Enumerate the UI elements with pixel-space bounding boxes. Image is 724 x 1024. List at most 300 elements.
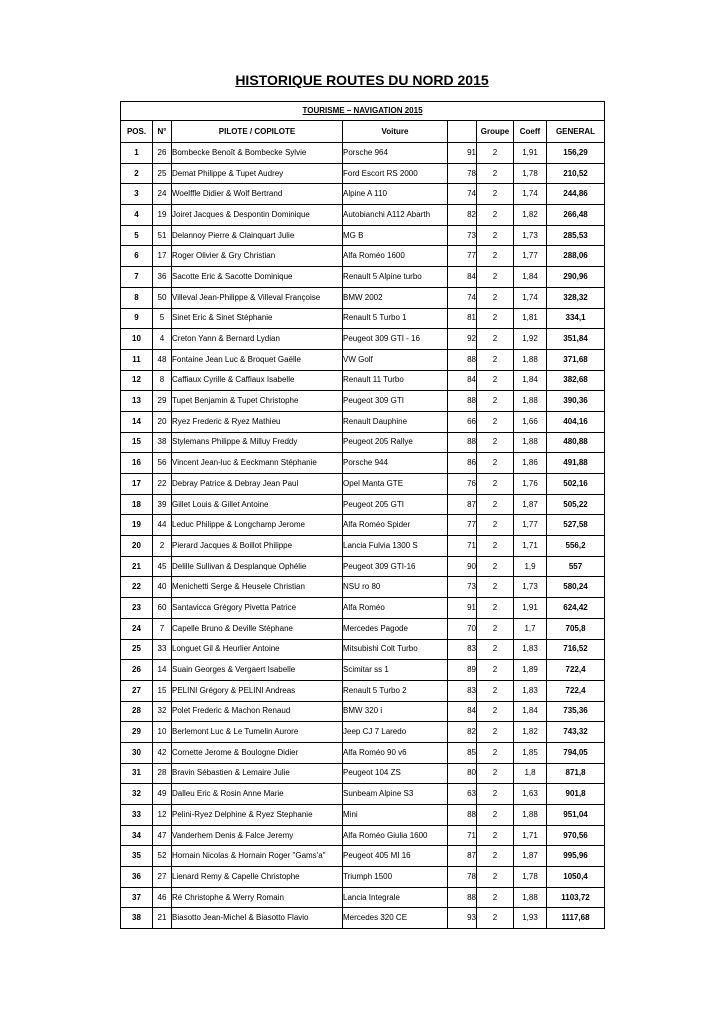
cell-hp: 83	[448, 639, 477, 660]
cell-pos: 26	[121, 660, 153, 681]
cell-pos: 13	[121, 391, 153, 412]
cell-group: 2	[477, 556, 514, 577]
cell-pilot: Tupet Benjamin & Tupet Christophe	[172, 391, 343, 412]
cell-group: 2	[477, 432, 514, 453]
cell-num: 48	[153, 349, 172, 370]
cell-general: 502,16	[547, 474, 605, 495]
cell-pos: 15	[121, 432, 153, 453]
cell-group: 2	[477, 825, 514, 846]
cell-hp: 93	[448, 908, 477, 929]
cell-coeff: 1,87	[514, 846, 547, 867]
cell-hp: 74	[448, 287, 477, 308]
cell-hp: 88	[448, 391, 477, 412]
cell-group: 2	[477, 370, 514, 391]
cell-pilot: Lienard Remy & Capelle Christophe	[172, 867, 343, 888]
cell-coeff: 1,78	[514, 163, 547, 184]
header-car: Voiture	[343, 121, 448, 143]
cell-pos: 25	[121, 639, 153, 660]
cell-num: 22	[153, 474, 172, 495]
cell-car: Renault Dauphine	[343, 411, 448, 432]
cell-car: VW Golf	[343, 349, 448, 370]
cell-hp: 81	[448, 308, 477, 329]
cell-hp: 70	[448, 618, 477, 639]
cell-pilot: Fontaine Jean Luc & Broquet Gaëlle	[172, 349, 343, 370]
cell-group: 2	[477, 184, 514, 205]
table-row	[121, 163, 605, 184]
cell-general: 480,88	[547, 432, 605, 453]
cell-coeff: 1,76	[514, 474, 547, 495]
cell-pilot: Ré Christophe & Werry Romain	[172, 887, 343, 908]
cell-group: 2	[477, 680, 514, 701]
cell-car: Ford Escort RS 2000	[343, 163, 448, 184]
table-row	[121, 556, 605, 577]
cell-pilot: Bravin Sébastien & Lemaire Julie	[172, 763, 343, 784]
cell-car: Lancia Integrale	[343, 887, 448, 908]
header-coeff: Coeff	[514, 121, 547, 143]
table-row	[121, 411, 605, 432]
cell-car: Alfa Roméo 1600	[343, 246, 448, 267]
cell-coeff: 1,73	[514, 225, 547, 246]
cell-hp: 66	[448, 411, 477, 432]
cell-group: 2	[477, 246, 514, 267]
cell-pos: 30	[121, 742, 153, 763]
cell-general: 557	[547, 556, 605, 577]
cell-num: 52	[153, 846, 172, 867]
cell-pilot: Gillet Louis & Gillet Antoine	[172, 494, 343, 515]
header-pilot: PILOTE / COPILOTE	[172, 121, 343, 143]
cell-car: Alfa Roméo 90 v6	[343, 742, 448, 763]
cell-hp: 91	[448, 598, 477, 619]
table-row	[121, 742, 605, 763]
header-general: GENERAL	[547, 121, 605, 143]
table-row	[121, 453, 605, 474]
cell-pilot: Santavicca Grégory Pivetta Patrice	[172, 598, 343, 619]
cell-general: 716,52	[547, 639, 605, 660]
cell-coeff: 1,88	[514, 887, 547, 908]
cell-car: Renault 5 Turbo 1	[343, 308, 448, 329]
cell-car: Porsche 964	[343, 143, 448, 164]
cell-pos: 8	[121, 287, 153, 308]
cell-hp: 88	[448, 432, 477, 453]
cell-num: 44	[153, 515, 172, 536]
cell-num: 47	[153, 825, 172, 846]
cell-num: 20	[153, 411, 172, 432]
cell-group: 2	[477, 411, 514, 432]
cell-car: Peugeot 309 GTI-16	[343, 556, 448, 577]
cell-hp: 74	[448, 184, 477, 205]
cell-coeff: 1,78	[514, 867, 547, 888]
cell-hp: 84	[448, 267, 477, 288]
cell-group: 2	[477, 618, 514, 639]
cell-coeff: 1,83	[514, 639, 547, 660]
cell-hp: 84	[448, 370, 477, 391]
table-row	[121, 722, 605, 743]
cell-pilot: Vanderhem Denis & Falce Jeremy	[172, 825, 343, 846]
cell-pilot: Suain Georges & Vergaert Isabelle	[172, 660, 343, 681]
cell-pilot: Dalleu Eric & Rosin Anne Marie	[172, 784, 343, 805]
cell-car: Mitsubishi Colt Turbo	[343, 639, 448, 660]
cell-general: 580,24	[547, 577, 605, 598]
cell-coeff: 1,86	[514, 453, 547, 474]
cell-coeff: 1,84	[514, 701, 547, 722]
cell-pilot: Caffiaux Cyrille & Caffiaux Isabelle	[172, 370, 343, 391]
table-row	[121, 474, 605, 495]
cell-group: 2	[477, 660, 514, 681]
cell-num: 60	[153, 598, 172, 619]
cell-hp: 71	[448, 825, 477, 846]
cell-pos: 33	[121, 805, 153, 826]
cell-pos: 34	[121, 825, 153, 846]
cell-general: 951,04	[547, 805, 605, 826]
cell-coeff: 1,9	[514, 556, 547, 577]
cell-car: BMW 2002	[343, 287, 448, 308]
cell-coeff: 1,88	[514, 349, 547, 370]
cell-hp: 92	[448, 329, 477, 350]
cell-coeff: 1,91	[514, 598, 547, 619]
cell-car: NSU ro 80	[343, 577, 448, 598]
cell-hp: 87	[448, 846, 477, 867]
table-row	[121, 577, 605, 598]
header-group: Groupe	[477, 121, 514, 143]
cell-coeff: 1,82	[514, 205, 547, 226]
cell-car: Jeep CJ 7 Laredo	[343, 722, 448, 743]
cell-pos: 7	[121, 267, 153, 288]
cell-general: 290,96	[547, 267, 605, 288]
cell-general: 871,8	[547, 763, 605, 784]
cell-group: 2	[477, 846, 514, 867]
table-row	[121, 308, 605, 329]
cell-general: 334,1	[547, 308, 605, 329]
cell-pos: 38	[121, 908, 153, 929]
cell-num: 12	[153, 805, 172, 826]
table-header-row	[121, 121, 605, 143]
cell-car: Lancia Fulvia 1300 S	[343, 536, 448, 557]
cell-num: 49	[153, 784, 172, 805]
cell-general: 722,4	[547, 660, 605, 681]
table-row	[121, 391, 605, 412]
cell-pilot: Capelle Bruno & Deville Stéphane	[172, 618, 343, 639]
cell-general: 210,52	[547, 163, 605, 184]
cell-general: 244,86	[547, 184, 605, 205]
cell-pilot: Vincent Jean-luc & Eeckmann Stéphanie	[172, 453, 343, 474]
cell-pos: 12	[121, 370, 153, 391]
cell-general: 743,32	[547, 722, 605, 743]
cell-hp: 73	[448, 225, 477, 246]
cell-pilot: Ryez Frederic & Ryez Mathieu	[172, 411, 343, 432]
cell-pos: 9	[121, 308, 153, 329]
cell-hp: 84	[448, 701, 477, 722]
table-row	[121, 701, 605, 722]
cell-coeff: 1,91	[514, 143, 547, 164]
cell-num: 38	[153, 432, 172, 453]
cell-coeff: 1,83	[514, 680, 547, 701]
cell-num: 5	[153, 308, 172, 329]
cell-coeff: 1,88	[514, 432, 547, 453]
cell-num: 17	[153, 246, 172, 267]
cell-num: 28	[153, 763, 172, 784]
cell-pos: 36	[121, 867, 153, 888]
cell-pos: 3	[121, 184, 153, 205]
cell-pilot: Debray Patrice & Debray Jean Paul	[172, 474, 343, 495]
cell-pilot: Bombecke Benoît & Bombecke Sylvie	[172, 143, 343, 164]
cell-pilot: Villeval Jean-Philippe & Villeval Françoise	[172, 287, 343, 308]
cell-pos: 21	[121, 556, 153, 577]
cell-general: 705,8	[547, 618, 605, 639]
table-row	[121, 515, 605, 536]
cell-pilot: Delille Sullivan & Desplanque Ophélie	[172, 556, 343, 577]
table-row	[121, 205, 605, 226]
cell-general: 995,96	[547, 846, 605, 867]
cell-general: 735,36	[547, 701, 605, 722]
cell-group: 2	[477, 391, 514, 412]
cell-group: 2	[477, 453, 514, 474]
cell-general: 266,48	[547, 205, 605, 226]
cell-general: 351,84	[547, 329, 605, 350]
cell-group: 2	[477, 887, 514, 908]
table-subtitle: TOURISME – NAVIGATION 2015	[121, 102, 605, 121]
cell-general: 901,8	[547, 784, 605, 805]
cell-coeff: 1,63	[514, 784, 547, 805]
cell-coeff: 1,85	[514, 742, 547, 763]
cell-num: 46	[153, 887, 172, 908]
table-subtitle-row	[121, 102, 605, 121]
cell-pos: 27	[121, 680, 153, 701]
cell-pos: 6	[121, 246, 153, 267]
cell-num: 29	[153, 391, 172, 412]
table-row	[121, 287, 605, 308]
cell-num: 50	[153, 287, 172, 308]
cell-car: Renault 5 Turbo 2	[343, 680, 448, 701]
cell-pilot: Roger Olivier & Gry Christian	[172, 246, 343, 267]
cell-hp: 82	[448, 205, 477, 226]
cell-pos: 32	[121, 784, 153, 805]
cell-group: 2	[477, 908, 514, 929]
cell-coeff: 1,74	[514, 184, 547, 205]
cell-hp: 77	[448, 515, 477, 536]
cell-num: 24	[153, 184, 172, 205]
cell-car: Autobianchi A112 Abarth	[343, 205, 448, 226]
cell-hp: 91	[448, 143, 477, 164]
cell-pos: 19	[121, 515, 153, 536]
table-row	[121, 639, 605, 660]
table-row	[121, 680, 605, 701]
cell-pos: 20	[121, 536, 153, 557]
table-row	[121, 867, 605, 888]
cell-hp: 83	[448, 680, 477, 701]
cell-group: 2	[477, 867, 514, 888]
cell-coeff: 1,84	[514, 267, 547, 288]
table-row	[121, 784, 605, 805]
cell-num: 4	[153, 329, 172, 350]
cell-coeff: 1,84	[514, 370, 547, 391]
cell-num: 14	[153, 660, 172, 681]
cell-coeff: 1,93	[514, 908, 547, 929]
cell-general: 970,56	[547, 825, 605, 846]
cell-coeff: 1,77	[514, 246, 547, 267]
cell-general: 288,06	[547, 246, 605, 267]
cell-group: 2	[477, 143, 514, 164]
cell-car: Alfa Roméo Spider	[343, 515, 448, 536]
table-row	[121, 825, 605, 846]
table-row	[121, 432, 605, 453]
cell-general: 556,2	[547, 536, 605, 557]
cell-car: MG B	[343, 225, 448, 246]
cell-car: Alpine A 110	[343, 184, 448, 205]
cell-group: 2	[477, 329, 514, 350]
table-row	[121, 846, 605, 867]
cell-general: 371,68	[547, 349, 605, 370]
cell-hp: 87	[448, 494, 477, 515]
cell-general: 527,58	[547, 515, 605, 536]
cell-pilot: Pelini-Ryez Delphine & Ryez Stephanie	[172, 805, 343, 826]
cell-num: 33	[153, 639, 172, 660]
table-row	[121, 618, 605, 639]
cell-car: Sunbeam Alpine S3	[343, 784, 448, 805]
cell-hp: 76	[448, 474, 477, 495]
cell-car: Peugeot 205 Rallye	[343, 432, 448, 453]
cell-num: 19	[153, 205, 172, 226]
cell-group: 2	[477, 805, 514, 826]
cell-car: Opel Manta GTE	[343, 474, 448, 495]
cell-pilot: Polet Frederic & Machon Renaud	[172, 701, 343, 722]
cell-hp: 77	[448, 246, 477, 267]
cell-num: 51	[153, 225, 172, 246]
header-num: N°	[153, 121, 172, 143]
cell-coeff: 1,71	[514, 536, 547, 557]
cell-pilot: Longuet Gil & Heurlier Antoine	[172, 639, 343, 660]
cell-pos: 5	[121, 225, 153, 246]
cell-group: 2	[477, 225, 514, 246]
cell-pos: 23	[121, 598, 153, 619]
cell-num: 25	[153, 163, 172, 184]
cell-hp: 88	[448, 349, 477, 370]
cell-group: 2	[477, 474, 514, 495]
cell-group: 2	[477, 763, 514, 784]
cell-num: 2	[153, 536, 172, 557]
cell-pilot: Pierard Jacques & Boillot Philippe	[172, 536, 343, 557]
cell-pilot: Woelffle Didier & Wolf Bertrand	[172, 184, 343, 205]
cell-num: 39	[153, 494, 172, 515]
cell-pos: 18	[121, 494, 153, 515]
cell-num: 26	[153, 143, 172, 164]
cell-general: 156,29	[547, 143, 605, 164]
cell-pos: 31	[121, 763, 153, 784]
cell-num: 7	[153, 618, 172, 639]
table-row	[121, 267, 605, 288]
cell-general: 390,36	[547, 391, 605, 412]
cell-pilot: Joiret Jacques & Despontin Dominique	[172, 205, 343, 226]
cell-car: Mercedes 320 CE	[343, 908, 448, 929]
table-row	[121, 536, 605, 557]
cell-pilot: Stylemans Philippe & Milluy Freddy	[172, 432, 343, 453]
cell-num: 56	[153, 453, 172, 474]
cell-pos: 1	[121, 143, 153, 164]
cell-num: 40	[153, 577, 172, 598]
cell-pilot: Demat Philippe & Tupet Audrey	[172, 163, 343, 184]
cell-coeff: 1,92	[514, 329, 547, 350]
cell-coeff: 1,74	[514, 287, 547, 308]
cell-num: 8	[153, 370, 172, 391]
cell-group: 2	[477, 784, 514, 805]
cell-pilot: Menichetti Serge & Heusele Christian	[172, 577, 343, 598]
cell-car: Mercedes Pagode	[343, 618, 448, 639]
results-table	[120, 101, 605, 929]
cell-hp: 63	[448, 784, 477, 805]
table-row	[121, 494, 605, 515]
cell-car: Alfa Roméo	[343, 598, 448, 619]
cell-coeff: 1,88	[514, 805, 547, 826]
cell-pos: 35	[121, 846, 153, 867]
cell-coeff: 1,89	[514, 660, 547, 681]
cell-car: Peugeot 309 GTI - 16	[343, 329, 448, 350]
header-blank	[448, 121, 477, 143]
cell-pilot: Delannoy Pierre & Clainquart Julie	[172, 225, 343, 246]
cell-pilot: Creton Yann & Bernard Lydian	[172, 329, 343, 350]
cell-group: 2	[477, 639, 514, 660]
cell-car: Renault 11 Turbo	[343, 370, 448, 391]
cell-general: 1103,72	[547, 887, 605, 908]
cell-general: 1050,4	[547, 867, 605, 888]
cell-car: Peugeot 309 GTI	[343, 391, 448, 412]
cell-pilot: Biasotto Jean-Michel & Biasotto Flavio	[172, 908, 343, 929]
table-row	[121, 225, 605, 246]
cell-group: 2	[477, 722, 514, 743]
cell-coeff: 1,73	[514, 577, 547, 598]
cell-group: 2	[477, 515, 514, 536]
cell-hp: 82	[448, 722, 477, 743]
cell-hp: 88	[448, 887, 477, 908]
cell-hp: 78	[448, 163, 477, 184]
cell-num: 15	[153, 680, 172, 701]
cell-general: 382,68	[547, 370, 605, 391]
cell-group: 2	[477, 598, 514, 619]
cell-group: 2	[477, 308, 514, 329]
cell-general: 328,32	[547, 287, 605, 308]
cell-car: BMW 320 i	[343, 701, 448, 722]
cell-hp: 71	[448, 536, 477, 557]
cell-num: 32	[153, 701, 172, 722]
cell-pos: 17	[121, 474, 153, 495]
cell-general: 624,42	[547, 598, 605, 619]
cell-car: Triumph 1500	[343, 867, 448, 888]
cell-general: 505,22	[547, 494, 605, 515]
table-row	[121, 887, 605, 908]
cell-pos: 4	[121, 205, 153, 226]
cell-group: 2	[477, 267, 514, 288]
cell-num: 21	[153, 908, 172, 929]
cell-group: 2	[477, 494, 514, 515]
cell-coeff: 1,77	[514, 515, 547, 536]
cell-car: Alfa Roméo Giulia 1600	[343, 825, 448, 846]
cell-pos: 22	[121, 577, 153, 598]
cell-general: 1117,68	[547, 908, 605, 929]
results-table-body	[121, 102, 605, 929]
cell-pilot: Sacotte Eric & Sacotte Dominique	[172, 267, 343, 288]
cell-group: 2	[477, 287, 514, 308]
cell-coeff: 1,8	[514, 763, 547, 784]
cell-group: 2	[477, 163, 514, 184]
cell-car: Porsche 944	[343, 453, 448, 474]
cell-pos: 10	[121, 329, 153, 350]
cell-group: 2	[477, 205, 514, 226]
cell-general: 794,05	[547, 742, 605, 763]
cell-hp: 80	[448, 763, 477, 784]
cell-hp: 85	[448, 742, 477, 763]
cell-hp: 90	[448, 556, 477, 577]
cell-pos: 14	[121, 411, 153, 432]
cell-pos: 16	[121, 453, 153, 474]
cell-car: Peugeot 205 GTI	[343, 494, 448, 515]
